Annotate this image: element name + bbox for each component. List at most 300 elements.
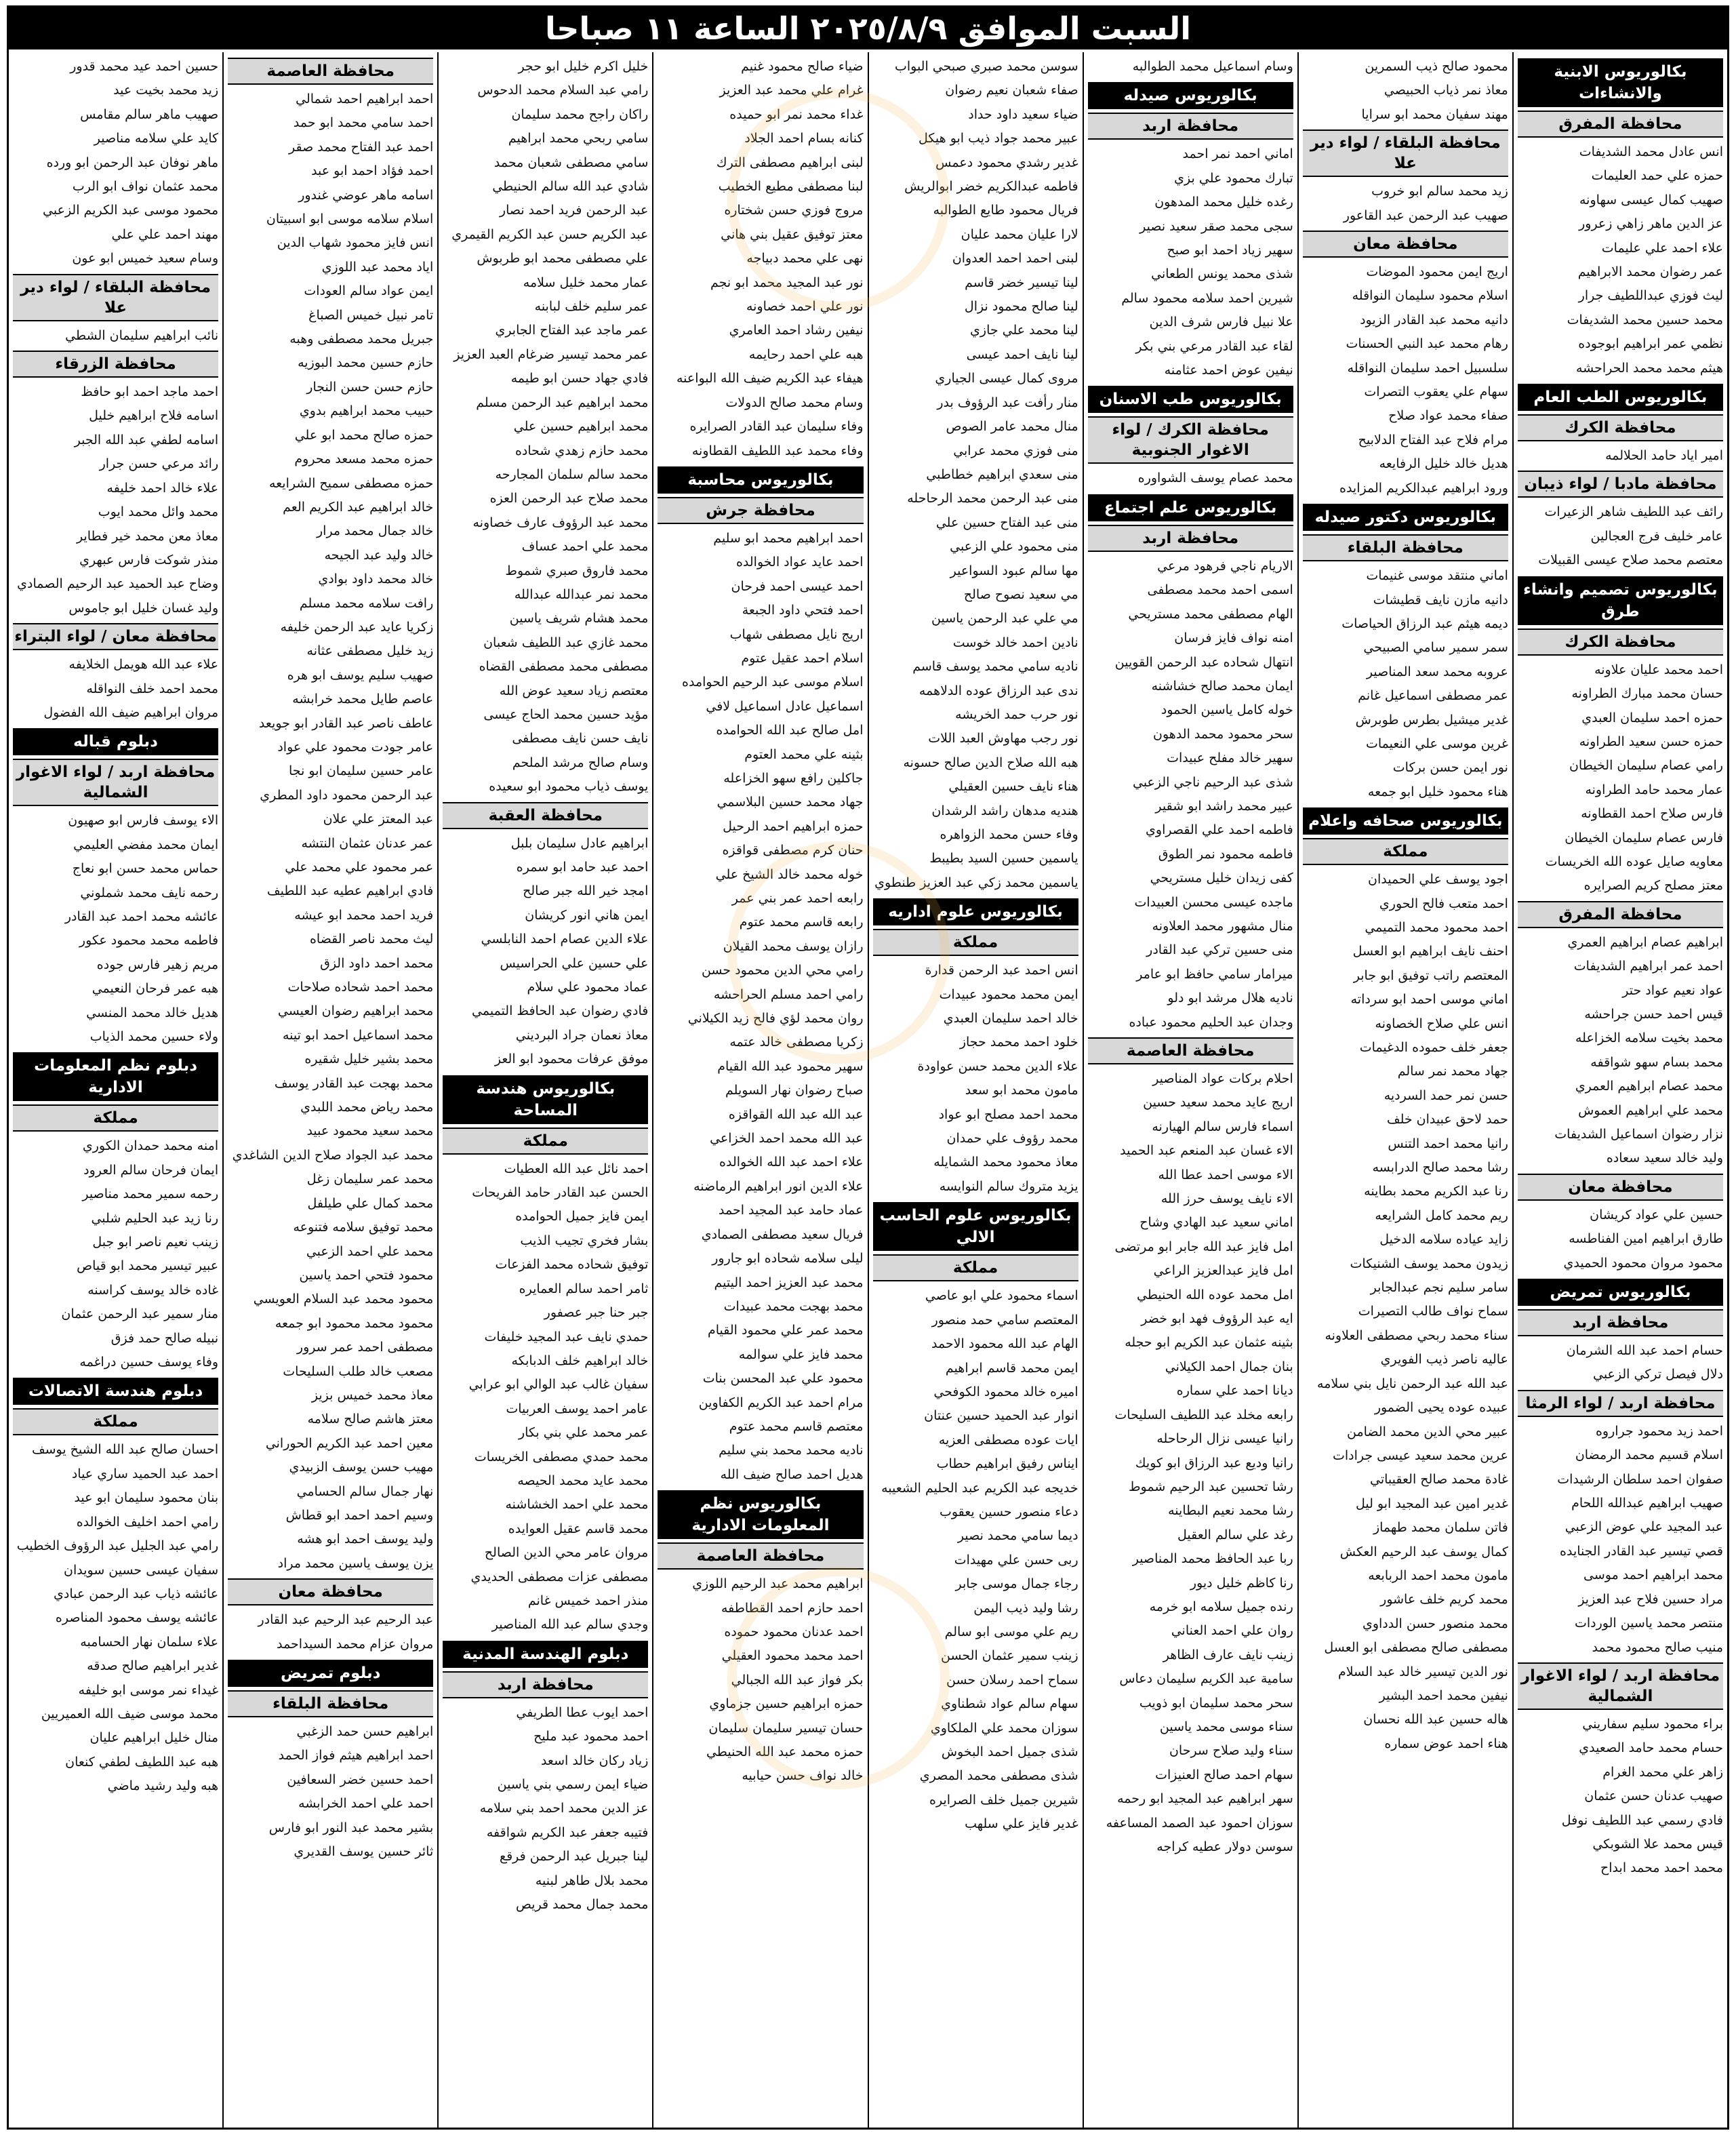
candidate-name: معاويه صايل عوده الله الخريسات xyxy=(1545,854,1723,869)
section-header: بكالوريوس الابنية والانشاءات xyxy=(1518,58,1723,107)
candidate-name: احمد عبد الحميد ساري عياد xyxy=(71,1466,219,1481)
candidate-name: خالد جمال محمد مرار xyxy=(316,523,434,539)
candidate-name: نهى علي محمد دبياجه xyxy=(746,251,864,266)
section-header: بكالوريوس علم اجتماع xyxy=(1088,494,1293,521)
candidate-name: اسلام سلامه موسى ابو اسبيتان xyxy=(266,212,434,227)
candidate-name: طارق ابراهيم امين الفناطسه xyxy=(1569,1231,1723,1247)
candidate-name: دلال فيصل تركي الزعبي xyxy=(1592,1367,1723,1382)
candidate-name: نظمي عمر ابراهيم ابوجوده xyxy=(1578,336,1723,352)
candidate-name: لقاء عبد القادر مرعي بني بكر xyxy=(1135,338,1293,354)
candidate-name: ورود ابراهيم عبدالكريم المزايده xyxy=(1339,480,1508,496)
candidate-name: اماني منتقد موسى غنيمات xyxy=(1366,568,1508,584)
candidate-name: غدير امين عبد المجيد ابو ليل xyxy=(1355,1496,1508,1511)
candidate-name: محمد اسماعيل احمد ابو تينه xyxy=(282,1027,434,1043)
candidate-name: احمد نائل عبد الله العطيات xyxy=(504,1161,649,1176)
candidate-name: محمد عايد محمد الحيصه xyxy=(517,1473,649,1488)
candidate-name: وسام محمد صالح الدولات xyxy=(725,395,864,410)
candidate-name: ابراهيم محمد عبد الرحيم اللوزي xyxy=(692,1576,864,1592)
candidate-name: رانيا وديع عبد الرزاق ابو كويك xyxy=(1135,1455,1293,1471)
column-3 xyxy=(1083,52,1297,2128)
candidate-name: روان علي احمد العناني xyxy=(1171,1623,1293,1639)
candidate-name: ايمان محمد مفضي العليمي xyxy=(73,837,219,852)
candidate-name: غدير ميشيل بطرس طوبرش xyxy=(1355,712,1508,727)
candidate-name: عبد الله محمد احمد الخزاعي xyxy=(710,1131,864,1146)
candidate-name: جهاد محمد حسين البلاسمي xyxy=(716,795,864,810)
candidate-name: حمزه محمد عبد الله الحنيطي xyxy=(706,1744,864,1759)
candidate-name: هبه الله صلاح الدين صالح حسونه xyxy=(903,755,1078,770)
candidate-name: منار سمير عبد الرحمن عثمان xyxy=(61,1306,219,1322)
candidate-name: لينا نايف احمد عيسى xyxy=(966,346,1078,362)
candidate-name: حسين احمد عيد محمد قدور xyxy=(70,59,219,74)
candidate-name: اسلام احمد عقيل عتوم xyxy=(741,650,864,666)
candidate-name: عاليه ناصر ذيب الفويري xyxy=(1380,1352,1508,1368)
candidate-name: بكر فواز عبد الله الجبالي xyxy=(731,1672,864,1688)
candidate-name: المعتصم راتب توفيق ابو جابر xyxy=(1353,967,1508,983)
candidate-name: مهند احمد علي علي xyxy=(111,226,219,242)
candidate-name: نور حرب حمد الخريشه xyxy=(955,706,1078,722)
candidate-name: محمد كمال علي طيلفل xyxy=(307,1195,434,1211)
candidate-name: رابعه مخلد عبد اللطيف السليحات xyxy=(1114,1407,1293,1422)
candidate-name: مروان ابراهيم ضيف الله الفضول xyxy=(43,704,219,720)
candidate-name: خديجه عبد الكريم عبد الحليم الشعيبه xyxy=(881,1480,1078,1496)
candidate-name: سهام سالم عواد شطناوي xyxy=(941,1696,1078,1712)
candidate-name: هاله حسين عبد الله نحسان xyxy=(1363,1712,1508,1728)
candidate-name: وفاء حسن محمد الزواهره xyxy=(940,827,1078,842)
candidate-name: منى فوزي محمد عرابي xyxy=(953,443,1078,458)
candidate-name: محمد بهجت عبد القادر يوسف xyxy=(274,1075,434,1091)
candidate-name: عواد نعيم عواد حتر xyxy=(1622,982,1723,998)
candidate-name: حازم حسن حسن النجار xyxy=(306,379,434,395)
candidate-name: رحمه سمير محمد مناصير xyxy=(82,1186,219,1202)
candidate-name: صهيب ماهر سالم مقامس xyxy=(80,106,219,122)
candidate-name: سهير زياد احمد ابو صبح xyxy=(1167,243,1293,258)
candidate-name: سجى محمد صقر سعيد نصير xyxy=(1139,218,1293,234)
candidate-name: منى سعدي ابراهيم خطاطبي xyxy=(926,466,1078,482)
candidate-name: لينا تيسير خضر قاسم xyxy=(965,275,1078,290)
candidate-name: رائف عبد اللطيف شاهر الزعيرات xyxy=(1544,504,1723,520)
candidate-name: نزار رضوان اسماعيل الشديفات xyxy=(1554,1127,1723,1142)
candidate-name: محمود علي عبد المحسن بنات xyxy=(702,1371,864,1386)
candidate-name: حازم حسين محمد البوزيه xyxy=(298,355,434,371)
candidate-name: منى عبد الرحمن محمد الرحاحله xyxy=(907,491,1078,506)
candidate-name: بشير محمد عبد النور ابو فارس xyxy=(268,1820,434,1835)
candidate-name: غادة محمد صالح العقيباتي xyxy=(1370,1472,1508,1488)
candidate-name: علاء الدين محمد حسن عواودة xyxy=(917,1058,1078,1074)
candidate-name: سلسبيل احمد سليمان النواقله xyxy=(1347,360,1508,376)
candidate-name: لبنى احمد احمد العدوان xyxy=(952,251,1078,266)
candidate-name: سهر ابراهيم عبد المجيد ابو رحمه xyxy=(1117,1791,1293,1807)
candidate-name: علاء سلمان نهار الحسامبه xyxy=(80,1634,219,1650)
candidate-name: تبارك محمود علي بزي xyxy=(1174,170,1293,186)
candidate-name: خوله كامل ياسين الحمود xyxy=(1160,702,1293,718)
candidate-name: وسام سعيد خميس ابو عون xyxy=(72,251,219,266)
candidate-name: اريج عايد محمد سعيد حسين xyxy=(1143,1095,1293,1111)
candidate-name: عمر محمد علي بني بكار xyxy=(518,1425,649,1441)
candidate-name: انس عادل محمد الشديفات xyxy=(1579,144,1723,159)
candidate-name: بنان جمال احمد الكيلاني xyxy=(1165,1359,1293,1374)
candidate-name: اسلام موسى عبد الرحيم الحوامده xyxy=(682,675,864,690)
candidate-name: هيثم محمد محمد الحراحشه xyxy=(1575,360,1723,376)
candidate-name: حسان محمد مبارك الطراونه xyxy=(1571,686,1723,702)
candidate-name: محمد ابراهيم احمد موسى xyxy=(1583,1568,1723,1583)
candidate-name: ثامر احمد سالم العمايره xyxy=(519,1281,649,1296)
region-header: محافظة البلقاء / لواء دير علا xyxy=(1303,129,1508,177)
region-header: محافظة الكرك / لواء الاغوار الجنوبية xyxy=(1088,416,1293,464)
candidate-name: دانيه مازن نايف قطيشات xyxy=(1373,592,1508,607)
candidate-name: الهام عبد الله محمود الاحمد xyxy=(931,1336,1078,1352)
candidate-name: محمد رياض محمد اللبدي xyxy=(300,1100,434,1115)
candidate-name: محمد بشير خليل شقيره xyxy=(304,1052,434,1067)
candidate-name: ناديه سامي محمد يوسف قاسم xyxy=(912,659,1078,675)
region-header: محافظة العاصمة xyxy=(1088,1037,1293,1064)
candidate-name: عاصم طايل محمد خرابشه xyxy=(292,692,434,707)
candidate-name: محمد حازم زهدي شحاده xyxy=(514,443,649,458)
candidate-name: نيفين محمد احمد البشير xyxy=(1379,1688,1508,1703)
candidate-name: سفيان عيسى حسين سويدان xyxy=(64,1562,219,1578)
candidate-name: معتز مصلح كريم الصرايره xyxy=(1583,878,1723,894)
candidate-name: عماد حامد عبد المجيد احمد xyxy=(719,1203,864,1218)
candidate-name: محمد علي ابراهيم العموش xyxy=(1578,1102,1723,1118)
candidate-name: محمد علي احمد الزعبي xyxy=(306,1243,434,1259)
candidate-name: نور رجب مهاوش العبد اللات xyxy=(928,731,1078,746)
candidate-name: حمزه ابراهيم حسين جزماوي xyxy=(709,1696,864,1712)
candidate-name: ربى حسن علي مهيدات xyxy=(954,1552,1078,1568)
candidate-name: مصطفى عزات مصطفى الحديدي xyxy=(470,1569,649,1584)
candidate-name: تامر نبيل خميس الصباغ xyxy=(308,307,434,323)
region-header: محافظة اربد xyxy=(1088,113,1293,140)
candidate-name: نايف حسن نايف مصطفى xyxy=(512,731,649,746)
candidate-name: سوسن محمد صبري صبحي البواب xyxy=(894,59,1078,74)
candidate-name: عمر محمد تيسير ضرغام العبد العزيز xyxy=(453,346,649,362)
candidate-name: غاده خالد يوسف كراسنه xyxy=(87,1282,219,1298)
candidate-name: احمد فؤاد احمد ابو عبد xyxy=(311,163,434,179)
candidate-name: خالد ابراهيم خلف الدبابكه xyxy=(511,1353,649,1368)
candidate-name: هبه علي احمد رحايمه xyxy=(748,346,864,362)
candidate-name: مصطفى احمد عمر سرور xyxy=(296,1340,434,1355)
candidate-name: محمد بلال طاهر لبنيه xyxy=(535,1873,649,1888)
candidate-name: عائشه ذياب عبد الرحمن عبادي xyxy=(54,1586,219,1601)
candidate-name: عبير محي الدين محمد الضامن xyxy=(1346,1424,1508,1439)
candidate-name: زيد خليل مصطفى عثانه xyxy=(306,643,434,659)
candidate-name: محمد غازي عبد اللطيف شعبان xyxy=(483,635,649,650)
candidate-name: الحسن عبد القادر حامد الفريحات xyxy=(472,1185,649,1201)
region-header: محافظة معان xyxy=(1303,231,1508,258)
candidate-name: عائشه يوسف محمود المناصره xyxy=(55,1610,219,1626)
candidate-name: فريال محمود طايع الطوالبه xyxy=(933,203,1078,218)
candidate-name: لينا محمد علي جازي xyxy=(970,323,1078,338)
region-header: محافظة معان xyxy=(1518,1174,1723,1201)
candidate-name: امير اياد حامد الحلالمه xyxy=(1605,448,1723,464)
candidate-name: زينب سمير عثمان الحسن xyxy=(940,1648,1078,1664)
candidate-name: رشا وليد ذيب اليمن xyxy=(973,1600,1078,1616)
region-header: محافظة البلقاء xyxy=(1303,534,1508,561)
candidate-name: كفى زيدان خليل مستريحي xyxy=(1150,871,1293,886)
candidate-name: امل محمد عوده الله الحنيطي xyxy=(1137,1287,1293,1302)
region-header: محافظة جرش xyxy=(658,497,863,524)
candidate-name: صهيب سليم يوسف ابو هره xyxy=(287,667,434,683)
candidate-name: رشا تحسين عبد الرحيم شموط xyxy=(1128,1479,1293,1494)
candidate-name: محمود محمد محمود ابو جمعه xyxy=(275,1315,434,1331)
candidate-name: فاطمه محمد محمود عكور xyxy=(79,933,219,949)
candidate-name: صباح رضوان نهار السويلم xyxy=(725,1083,864,1098)
candidate-name: منال مشهور محمد العلاونه xyxy=(1152,918,1293,934)
candidate-name: براء محمود سليم سفاريني xyxy=(1582,1716,1723,1732)
candidate-name: بثينه عثمان عبد الكريم ابو حجله xyxy=(1125,1335,1293,1351)
candidate-name: اسامه فلاح ابراهيم خليل xyxy=(89,408,219,424)
candidate-name: خلود احمد محمد حجاز xyxy=(959,1035,1078,1050)
candidate-name: وجدان عبد الحليم محمود عباده xyxy=(1129,1014,1293,1030)
candidate-name: حسن نمر حمد السرديه xyxy=(1384,1088,1508,1103)
candidate-name: ايمان محمد صالح خشاشنه xyxy=(1151,678,1293,694)
candidate-name: محمد صلاح عبد الرحمن العزه xyxy=(489,491,649,506)
candidate-name: غيداء نمر موسى ابو خليفه xyxy=(78,1682,219,1698)
candidate-name: اسلام محمود سليمان النواقله xyxy=(1352,288,1508,304)
candidate-name: محمود صالح ذيب السمرين xyxy=(1365,59,1508,74)
candidate-name: منى محمود علي الزعبي xyxy=(950,539,1078,555)
candidate-name: معاذ محمد خميس بزيز xyxy=(311,1387,434,1403)
candidate-name: محمود محمد عبد السلام العويسي xyxy=(253,1292,434,1307)
candidate-name: حمزه احمد سليمان العبدي xyxy=(1581,710,1723,725)
candidate-name: ايمن محمد قاسم ابراهيم xyxy=(945,1360,1078,1376)
candidate-name: خالد نواف حسن حيابيه xyxy=(742,1768,864,1784)
candidate-name: حمزه محمد مسعد محروم xyxy=(294,452,434,467)
candidate-name: الاء يوسف فارس ابو صهيون xyxy=(68,813,219,829)
candidate-name: فارس عصام سليمان الخيطان xyxy=(1565,830,1723,845)
candidate-name: امنه محمد حمدان الكوري xyxy=(82,1138,219,1154)
candidate-name: رشا محمد صالح الدرابسه xyxy=(1372,1160,1508,1176)
candidate-name: قيس محمد علا الشوبكي xyxy=(1592,1836,1723,1852)
candidate-name: صهيب ابراهيم عبدالله اللحام xyxy=(1571,1496,1723,1511)
column-2 xyxy=(1297,52,1512,2128)
candidate-name: سهام علي يعقوب التصرات xyxy=(1364,384,1508,400)
candidate-name: عمر سليم خلف لبابنه xyxy=(534,299,649,315)
newspaper-page xyxy=(7,5,1729,2130)
candidate-name: مصطفى صالح مصطفى ابو العسل xyxy=(1324,1640,1508,1656)
candidate-name: سناء موسى محمد ياسين xyxy=(1159,1719,1293,1734)
candidate-name: ايمن عواد سالم العودات xyxy=(304,283,434,299)
region-header: مملكة xyxy=(873,1254,1078,1281)
candidate-name: حسان تيسير سليمان سليمان xyxy=(708,1720,864,1736)
candidate-name: يزيد متروك سالم النوايسه xyxy=(939,1178,1078,1194)
candidate-name: جهاد محمد نمر سالم xyxy=(1397,1064,1508,1079)
candidate-name: مؤيد حسين محمد الحاج عيسى xyxy=(483,706,649,722)
candidate-name: محمد بخيت سلامه الخزاعله xyxy=(1575,1031,1723,1046)
candidate-name: احمد عمر ابراهيم الشديفات xyxy=(1573,959,1723,974)
candidate-name: اميره خالد محمود الكوفحي xyxy=(933,1384,1078,1399)
candidate-name: مي سعيد نصوح صالح xyxy=(963,586,1078,602)
candidate-name: احمد ابراهيم هيثم فواز الحمد xyxy=(278,1748,434,1763)
candidate-name: منيب صالح محمود محمد xyxy=(1592,1639,1723,1655)
candidate-name: رهام محمد عبد النبي الحسنات xyxy=(1346,336,1508,352)
candidate-name: شذى مصطفى محمد المصري xyxy=(919,1768,1078,1784)
candidate-name: ايمن محمد محمود عبيدات xyxy=(939,986,1078,1002)
candidate-name: قصي تيسير عبد القادر الجنايده xyxy=(1560,1543,1723,1559)
candidate-name: احمد عدنان محمود حموده xyxy=(724,1624,864,1639)
candidate-name: محمد حمدي مصطفى الخريسات xyxy=(474,1449,649,1464)
candidate-name: فارس صلاح احمد القطاونه xyxy=(1581,806,1723,822)
region-header: مملكة xyxy=(443,1128,648,1155)
candidate-name: الاء موسى احمد عطا الله xyxy=(1158,1167,1293,1182)
candidate-name: محمد ابراهيم رضوان العيسي xyxy=(277,1003,434,1019)
candidate-name: روان محمد لؤي فالح زيد الكيلاني xyxy=(687,1011,864,1026)
section-header: بكالوريوس تمريض xyxy=(1518,1279,1723,1306)
candidate-name: احمد ايوب عطا الطريفي xyxy=(516,1704,649,1720)
candidate-name: غدير ابراهيم صالح صدقه xyxy=(87,1658,219,1674)
candidate-name: المعتصم سامي حمد منصور xyxy=(931,1312,1078,1328)
candidate-name: مصطفى محمد مصطفى القضاه xyxy=(479,659,649,675)
section-header: بكالوريوس صيدله xyxy=(1088,82,1293,109)
section-header: بكالوريوس علوم الحاسب الالي xyxy=(873,1202,1078,1251)
candidate-name: احمد عبد الفتاح محمد صقر xyxy=(288,139,434,155)
candidate-name: احمد متعب فالح الحوري xyxy=(1379,896,1508,911)
candidate-name: محمد جمال محمد قريص xyxy=(516,1897,649,1913)
candidate-name: انوار عبد الحميد حسين عنتان xyxy=(924,1408,1078,1424)
candidate-name: عبير محمد جواد ذيب ابو هيكل xyxy=(919,131,1078,146)
candidate-name: سناء محمد ربحي مصطفى العلاونه xyxy=(1325,1328,1508,1343)
results-columns xyxy=(9,52,1727,2128)
candidate-name: محمد احمد خلف النواقله xyxy=(86,681,219,696)
candidate-name: هيفاء عبد الكريم ضيف الله البواعنه xyxy=(676,371,864,386)
candidate-name: ريم علي موسى ابو سالم xyxy=(944,1624,1078,1639)
candidate-name: ماجده عيسى محسن العبيدات xyxy=(1134,894,1293,910)
candidate-name: الاريام ناجي فرهود مرعي xyxy=(1157,558,1293,574)
region-header: مملكة xyxy=(1303,838,1508,865)
candidate-name: ناديه هلال مرشد ابو دلو xyxy=(1167,991,1293,1006)
candidate-name: احمد محمود عبد مليح xyxy=(533,1729,649,1744)
section-header: بكالوريوس علوم اداريه xyxy=(873,898,1078,925)
candidate-name: اسماء محمود علي ابو عاصي xyxy=(925,1288,1078,1304)
candidate-name: ديما سامي محمد نصير xyxy=(957,1528,1078,1544)
candidate-name: محمد موسى ضيف الله العميريين xyxy=(41,1706,219,1721)
candidate-name: توفيق شحاده محمد الفزعات xyxy=(495,1257,649,1273)
candidate-name: نادين احمد خالد خوست xyxy=(952,635,1078,650)
candidate-name: مصعب خالد طلب السليحات xyxy=(283,1363,434,1379)
candidate-name: عامر خليف فرج العجالين xyxy=(1590,528,1723,544)
candidate-name: نور علي احمد خصاونه xyxy=(746,299,864,315)
candidate-name: احمد محمد عليان علاونه xyxy=(1594,662,1723,677)
candidate-name: كايد علي سلامه مناصير xyxy=(94,131,219,146)
candidate-name: منتصر محمد ياسين الوردات xyxy=(1574,1616,1723,1631)
candidate-name: صفاء محمد عواد صلاح xyxy=(1388,408,1508,424)
candidate-name: فاطمه محمود نمر الطوق xyxy=(1158,846,1293,862)
candidate-name: يزن يوسف ياسين محمد مراد xyxy=(277,1555,434,1571)
candidate-name: ايه عبد الرؤوف فهد ابو خضر xyxy=(1141,1311,1293,1327)
candidate-name: عبير تيسير محمد ابو قياص xyxy=(77,1258,219,1274)
candidate-name: رنا عبد الكريم محمد بطاينه xyxy=(1364,1184,1508,1199)
candidate-name: زاهر علي محمد الغرام xyxy=(1602,1764,1723,1780)
region-header: محافظة العقبة xyxy=(443,802,648,829)
candidate-name: احمد حازم احمد القطاطفه xyxy=(721,1600,864,1616)
candidate-name: عبد الله عبد الله القواقزه xyxy=(728,1106,864,1122)
candidate-name: معتصم محمد صلاح عيسى القبيلات xyxy=(1538,553,1723,568)
candidate-name: رامي احمد اخليف الخوالده xyxy=(76,1514,219,1530)
candidate-name: خالد احمد سليمان العبدي xyxy=(943,1011,1078,1026)
candidate-name: محمد ابراهيم حسين علي xyxy=(513,419,649,435)
candidate-name: محمد عبد الرؤوف عارف خصاونه xyxy=(472,515,649,530)
candidate-name: راكان راجح محمد سليمان xyxy=(511,106,649,122)
candidate-name: وليد يوسف احمد ابو هشه xyxy=(297,1532,434,1547)
candidate-name: محمد عثمان نواف ابو الرب xyxy=(72,179,219,195)
candidate-name: رحمه نايف محمد شملوني xyxy=(80,885,219,900)
candidate-name: زيد محمد سالم ابو خروب xyxy=(1371,184,1508,199)
section-header: بكالوريوس محاسبة xyxy=(658,466,863,494)
region-header: محافظة اربد / لواء الاغوار الشمالية xyxy=(1518,1662,1723,1710)
candidate-name: علي حسين علي الحراسيس xyxy=(500,955,649,971)
candidate-name: ثائر حسين يوسف القديري xyxy=(294,1844,434,1860)
candidate-name: محمد فايز علي سوالمه xyxy=(738,1346,864,1362)
candidate-name: رابعه قاسم محمد عتوم xyxy=(739,915,864,930)
candidate-name: حمزه صالح محمد ابو علي xyxy=(294,427,434,443)
region-header: محافظة العاصمة xyxy=(658,1542,863,1570)
candidate-name: خليل اكرم خليل ابو حجر xyxy=(518,59,649,74)
candidate-name: عبد المعتز علي علان xyxy=(323,812,434,827)
candidate-name: حنان كرم مصطفى قواقزه xyxy=(722,843,864,858)
candidate-name: ندى عبد الرزاق عوده الدلاهمه xyxy=(919,683,1078,698)
candidate-name: ضياء سعيد داود حداد xyxy=(968,106,1078,122)
candidate-name: لبنا مصطفى مطيع الخطيب xyxy=(718,179,864,195)
candidate-name: خالد ابراهيم عبد الكريم العم xyxy=(283,499,434,515)
candidate-name: حسين علي عواد كريشان xyxy=(1590,1207,1723,1222)
candidate-name: وسام صالح مرشد الملحم xyxy=(512,755,649,770)
candidate-name: اريج نايل مصطفى شهاب xyxy=(729,626,864,642)
region-header: محافظة مادبا / لواء ذيبان xyxy=(1518,471,1723,498)
candidate-name: علاء عبد الله هويمل الخلايفه xyxy=(68,657,219,673)
candidate-name: حسام محمد حامد الصعيدي xyxy=(1579,1740,1723,1756)
candidate-name: غدير رشدي محمود دعمس xyxy=(935,155,1078,170)
candidate-name: ميرامار سامي حافظ ابو عامر xyxy=(1136,966,1293,982)
candidate-name: حمزه حسن سعيد الطراونه xyxy=(1579,734,1723,749)
candidate-name: هبه عمر فرحان النعيمي xyxy=(92,981,219,997)
candidate-name: ربا عبد الحافظ محمد المناصير xyxy=(1132,1551,1293,1567)
candidate-name: محمد وائل محمد ايوب xyxy=(98,504,219,520)
candidate-name: لارا عليان محمد عليان xyxy=(961,226,1078,242)
candidate-name: رامي عصام سليمان الخيطان xyxy=(1569,758,1723,774)
candidate-name: نائب ابراهيم سليمان الشطي xyxy=(65,327,219,343)
candidate-name: عبد الرحيم عبد الرحيم عبد القادر xyxy=(258,1612,434,1628)
candidate-name: فادي رسمي عبد اللطيف نوفل xyxy=(1561,1812,1723,1828)
candidate-name: مروان عامر محي الدين الصالح xyxy=(484,1545,649,1561)
candidate-name: ليلى سلامه شحاده ابو جارور xyxy=(712,1251,864,1266)
candidate-name: معين احمد عبد الكريم الحوراني xyxy=(265,1435,434,1451)
candidate-name: نور عبد المجيد محمد ابو نجم xyxy=(710,275,864,290)
candidate-name: غداء محمد نمر ابو حميده xyxy=(729,106,864,122)
candidate-name: محمود موسى عبد الكريم الزعبي xyxy=(43,203,219,218)
candidate-name: سحر محمود محمد الدهون xyxy=(1153,726,1293,742)
candidate-name: زياد ركان خالد اسعد xyxy=(540,1753,649,1768)
candidate-name: ايناس رفيق ابراهيم حطاب xyxy=(936,1456,1078,1472)
candidate-name: هديل خالد خليل الرفايعه xyxy=(1379,456,1508,472)
candidate-name: امجد خير الله جبر صالح xyxy=(523,883,649,899)
candidate-name: هبه وليد رشيد ماضي xyxy=(107,1778,219,1794)
candidate-name: غرام علي محمد عبد العزيز xyxy=(719,83,864,98)
candidate-name: موفق عرفات محمود ابو العز xyxy=(494,1052,649,1067)
candidate-name: علاء احمد علي عليمات xyxy=(1601,240,1723,256)
candidate-name: مامون محمد ابو سعد xyxy=(965,1083,1078,1098)
candidate-name: نور الدين تيسير خالد عبد السلام xyxy=(1337,1664,1508,1679)
candidate-name: زيدون محمد يوسف الشنيكات xyxy=(1350,1256,1508,1271)
candidate-name: رنا زيد عبد الحليم شلبي xyxy=(91,1210,219,1226)
candidate-name: دعاء منصور حسين يعقوب xyxy=(939,1504,1078,1519)
candidate-name: لينا جبريل عبد الرحمن فرقع xyxy=(499,1849,649,1864)
column-8 xyxy=(9,52,222,2128)
candidate-name: منار رأفت عبد الرؤوف بدر xyxy=(937,395,1078,410)
candidate-name: هديل خالد محمد المنسي xyxy=(86,1005,219,1020)
candidate-name: وجدي سالم عبد الله المناصير xyxy=(491,1617,649,1633)
candidate-name: محمد فاروق صبري شموط xyxy=(505,563,649,578)
candidate-name: احمد محمود محمد التميمي xyxy=(1365,919,1508,935)
candidate-name: رامي عبد السلام محمد الدحوس xyxy=(477,83,649,98)
column-1 xyxy=(1512,52,1727,2128)
